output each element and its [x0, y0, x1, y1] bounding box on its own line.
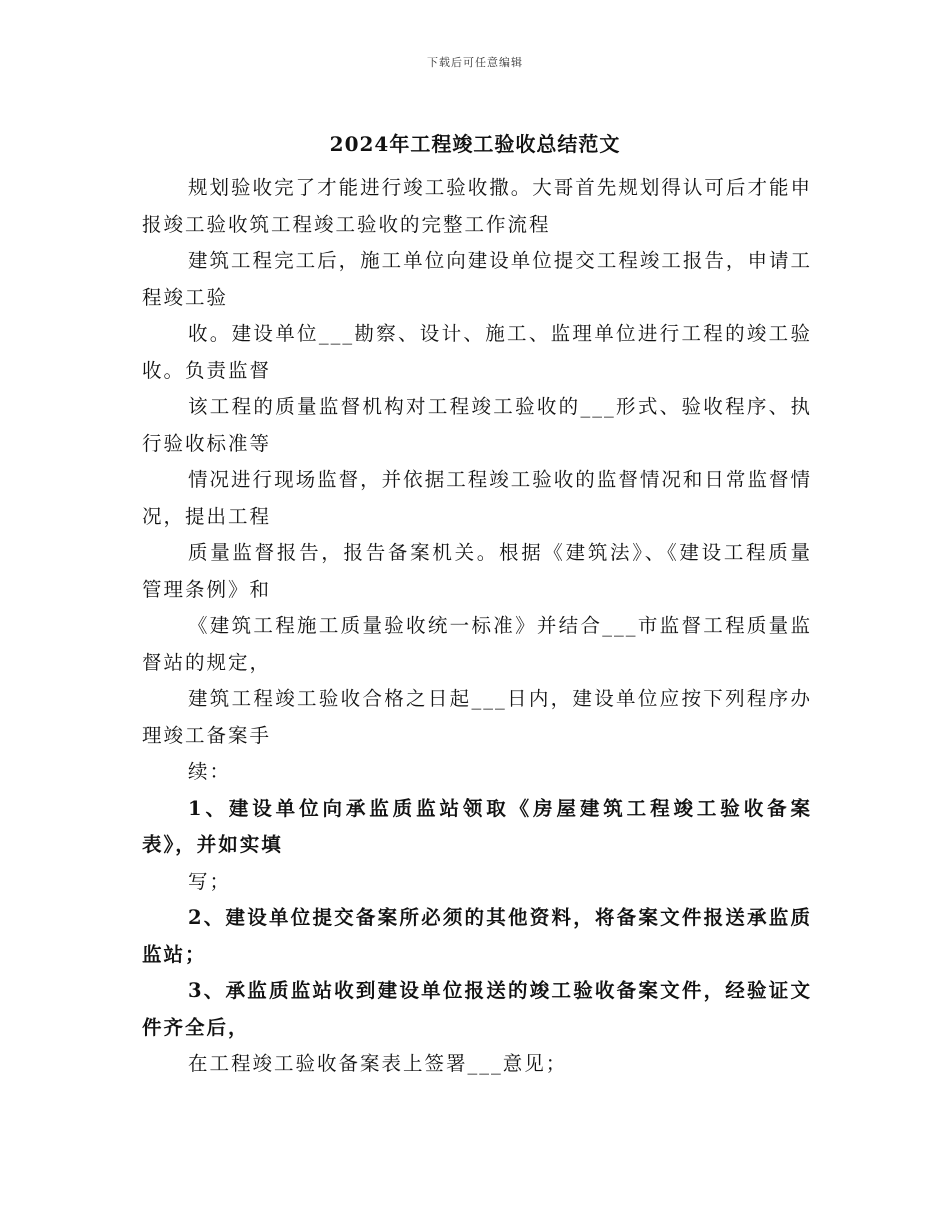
document-body — [142, 170, 812, 1083]
paragraph: 质量监督报告，报告备案机关。根据《建筑法》、《建设工程质量管理条例》和 — [142, 541, 812, 601]
paragraph: 规划验收完了才能进行竣工验收撒。大哥首先规划得认可后才能申报竣工验收筑工程竣工验收的完整工作流程 — [142, 176, 812, 236]
paragraph: 《建筑工程施工质量验收统一标准》并结合___市监督工程质量监督站的规定， — [142, 614, 812, 674]
document-title: 2024年工程竣工验收总结范文 — [329, 132, 621, 156]
paragraph: 该工程的质量监督机构对工程竣工验收的___形式、验收程序、执行验收标准等 — [142, 395, 812, 455]
paragraph: 1、建设单位向承监质监站领取《房屋建筑工程竣工验收备案表》，并如实填 — [142, 796, 812, 856]
paragraph: 写； — [188, 869, 232, 893]
paragraph: 3、承监质监站收到建设单位报送的竣工验收备案文件，经验证文件齐全后， — [142, 979, 812, 1039]
paragraph: 建筑工程完工后，施工单位向建设单位提交工程竣工报告，申请工程竣工验 — [142, 249, 812, 309]
paragraph: 收。建设单位___勘察、设计、施工、监理单位进行工程的竣工验收。负责监督 — [142, 322, 812, 382]
header-note: 下载后可任意编辑 — [427, 56, 523, 69]
paragraph: 在工程竣工验收备案表上签署___意见； — [188, 1052, 568, 1075]
paragraph: 续： — [188, 760, 232, 783]
paragraph: 2、建设单位提交备案所必须的其他资料，将备案文件报送承监质监站； — [142, 906, 812, 966]
paragraph: 情况进行现场监督，并依据工程竣工验收的监督情况和日常监督情况，提出工程 — [142, 468, 812, 528]
paragraph: 建筑工程竣工验收合格之日起___日内，建设单位应按下列程序办理竣工备案手 — [142, 687, 812, 747]
